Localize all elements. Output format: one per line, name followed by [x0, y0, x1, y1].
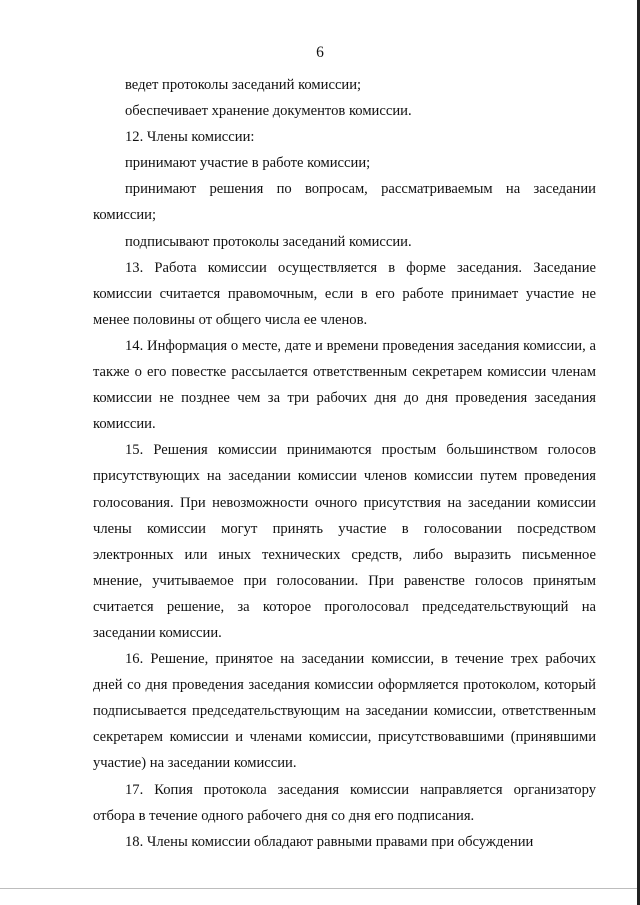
page-number: 6: [316, 44, 324, 61]
paragraph: 15. Решения комиссии принимаются простым большинством голосов присутствующих на заседании комиссии членов комиссии путем проведения голосования. При невозможности очного присутствия на заседании комиссии члены комиссии могут принять участие в голосовании посредством электронных или иных технических средств, либо выразить письменное мнение, учитываемое при голосовании. При равенстве голосов принятым считается решение, за которое проголосовал председательствующий на заседании комиссии.: [93, 442, 596, 641]
paragraph: 17. Копия протокола заседания комиссии направляется организатору отбора в течение одного рабочего дня со дня его подписания.: [93, 781, 596, 824]
document-body: [93, 72, 596, 855]
paragraph: 18. Члены комиссии обладают равными правами при обсуждении: [125, 833, 534, 850]
paragraph: 12. Члены комиссии:: [125, 129, 255, 146]
paragraph: принимают участие в работе комиссии;: [125, 155, 371, 172]
paragraph: 16. Решение, принятое на заседании комиссии, в течение трех рабочих дней со дня проведения заседания комиссии оформляется протоколом, который подписывается председательствующим на заседании комиссии, ответственным секретарем комиссии и членами комиссии, присутствовавшими (принявшими участие) на заседании комиссии.: [93, 651, 596, 772]
paragraph: принимают решения по вопросам, рассматриваемым на заседании комиссии;: [93, 181, 596, 224]
paragraph: обеспечивает хранение документов комиссии.: [125, 103, 412, 120]
scan-bottom-edge: [0, 888, 640, 889]
paragraph: ведет протоколы заседаний комиссии;: [125, 77, 362, 93]
paragraph: подписывают протоколы заседаний комиссии.: [125, 233, 412, 250]
paragraph: 14. Информация о месте, дате и времени проведения заседания комиссии, а также о его повестке рассылается ответственным секретарем комиссии членам комиссии не позднее чем за три рабочих дня до дня проведения заседания комиссии.: [93, 337, 596, 433]
paragraph: 13. Работа комиссии осуществляется в форме заседания. Заседание комиссии считается правомочным, если в его работе принимает участие не менее половины от общего числа ее членов.: [93, 259, 596, 328]
